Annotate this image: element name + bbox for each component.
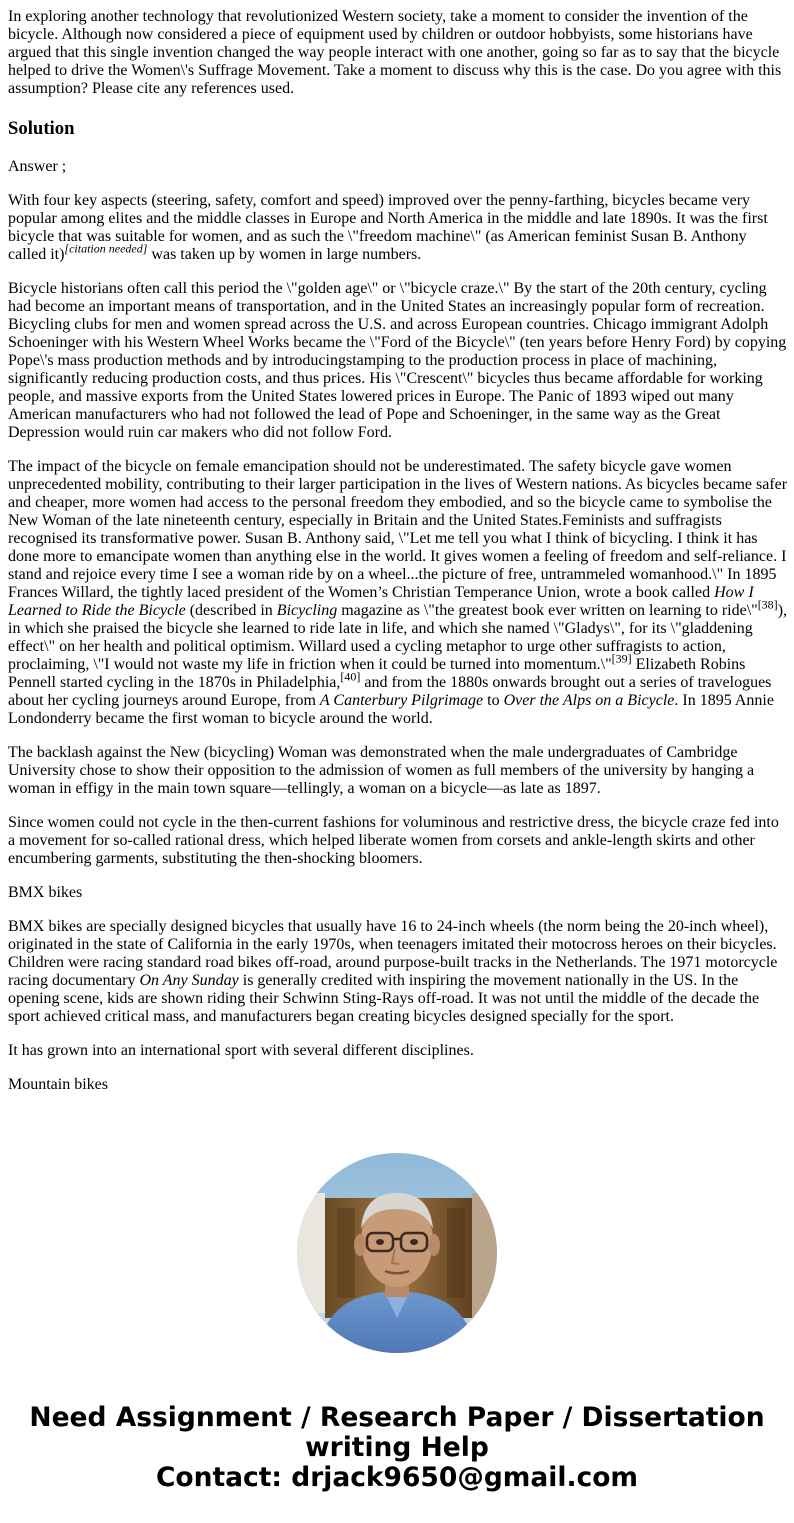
paragraph-6-part: is generally credited with inspiring the movement nationally in the US. In the opening scene, kids are shown riding their Schwinn Sting-Rays off-road. It was not until the middle of the decade the sport achieved critical mass, and manufacturers began creating bicycles designed specially for the sport.: [8, 972, 760, 1025]
paragraph-6-part: BMX bikes are specially designed bicycles that usually have 16 to 24-inch wheels (the norm being the 20-inch wheel), originated in the state of California in the early 1970s, when teenagers imitated their motocross heroes on their bicycles. Children were racing standard road bikes off-road, around purpose-built tracks in the Netherlands. The 1971 motorcycle racing documentary: [8, 918, 778, 989]
cta-line-1: Need Assignment / Research Paper / Dissertation: [29, 1402, 765, 1433]
avatar-portrait: [297, 1153, 497, 1353]
paragraph-2: Bicycle historians often call this period the \"golden age\" or \"bicycle craze.\" By the start of the 20th century, cycling had become an important means of transportation, and in the United States an increasingly popular form of recreation. Bicycling clubs for men and women spread across the U.S. and across European countries. Chicago immigrant Adolph Schoeninger with his Western Wheel Works became the \"Ford of the Bicycle\" (ten years before Henry Ford) by copying Pope\'s mass production methods and by introducingstamping to the production process in place of machining, significantly reducing production costs, and thus prices. His \"Crescent\" bicycles thus became affordable for working people, and massive exports from the United States lowered prices in Europe. The Panic of 1893 wiped out many American manufacturers who had not followed the lead of Pope and Schoeninger, in the same way as the Great Depression would ruin car makers who did not follow Ford.: [8, 280, 787, 441]
cta-line-2: writing Help: [305, 1432, 489, 1463]
paragraph-3-part: The impact of the bicycle on female emancipation should not be underestimated. The safety bicycle gave women unprecedented mobility, contributing to their larger participation in the lives of Western nations. As bicycles became safer and cheaper, more women had access to the personal freedom they embodied, and so the bicycle came to symbolise the New Woman of the late nineteenth century, especially in Britain and the United States.Feminists and suffragists recognised its transformative power. Susan B. Anthony said, \"Let me tell you what I think of bicycling. I think it has done more to emancipate women than anything else in the world. It gives women a feeling of freedom and self-reliance. I stand and rejoice every time I see a woman ride by on a wheel...the picture of free, untrammeled womanhood.\" In 1895 Frances Willard, the tightly laced president of the Women’s Christian Temperance Union, wrote a book called: [8, 458, 788, 601]
citation-needed: [citation needed]: [64, 241, 148, 256]
reference-40: [40]: [340, 669, 361, 684]
book-title: How I Learned to Ride the Bicycle: [8, 584, 754, 619]
paragraph-3-part: Elizabeth Robins Pennell started cycling in the 1870s in Philadelphia,: [8, 656, 746, 691]
answer-label: Answer ;: [8, 158, 67, 175]
bmx-heading: BMX bikes: [8, 884, 83, 901]
paragraph-5: Since women could not cycle in the then-current fashions for voluminous and restrictive dress, the bicycle craze fed into a movement for so-called rational dress, which helped liberate women from corsets and ankle-length skirts and other encumbering garments, substituting the then-shocking bloomers.: [8, 814, 779, 867]
paragraph-3-part: magazine as \"the greatest book ever written on learning to ride\": [337, 602, 758, 619]
avatar: [297, 1153, 497, 1353]
paragraph-1-text: With four key aspects (steering, safety, comfort and speed) improved over the penny-farthing, bicycles became very popular among elites and the middle classes in Europe and North America in the middle and late 1890s. It was the first bicycle that was suitable for women, and as such the \"freedom machine\" (as American feminist Susan B. Anthony called it): [8, 192, 768, 263]
paragraph-6: [8, 918, 788, 1026]
paragraph-3-part: to: [483, 692, 504, 709]
reference-38: [38]: [757, 597, 778, 612]
contact-banner: [0, 1403, 794, 1493]
solution-heading: Solution: [8, 118, 75, 139]
paragraph-1-tail: was taken up by women in large numbers.: [147, 246, 422, 263]
document-body: [8, 8, 788, 1110]
book-title: A Canterbury Pilgrimage: [319, 692, 484, 709]
contact-email[interactable]: Contact: drjack9650@gmail.com: [155, 1462, 639, 1493]
question-text: In exploring another technology that revolutionized Western society, take a moment to consider the invention of the bicycle. Although now considered a piece of equipment used by children or outdoor hobbyists, some historians have argued that this single invention changed the way people interact with one another, going so far as to say that the bicycle helped to drive the Women\'s Suffrage Movement. Take a moment to discuss why this is the case. Do you agree with this assumption? Please cite any references used.: [8, 8, 782, 97]
book-title: Over the Alps on a Bicycle: [503, 692, 675, 709]
paragraph-3: [8, 458, 788, 728]
paragraph-3-part: . In 1895 Annie Londonderry became the first woman to bicycle around the world.: [8, 692, 774, 727]
paragraph-4: The backlash against the New (bicycling) Woman was demonstrated when the male undergraduates of Cambridge University chose to show their opposition to the admission of women as full members of the university by hanging a woman in effigy in the main town square—tellingly, a woman on a bicycle—as late as 1897.: [8, 744, 755, 797]
magazine-title: Bicycling: [276, 602, 338, 619]
reference-39: [39]: [611, 651, 632, 666]
paragraph-1: [8, 192, 788, 264]
paragraph-3-part: (described in: [185, 602, 277, 619]
paragraph-3-part: and from the 1880s onwards brought out a series of travelogues about her cycling journeys around Europe, from: [8, 674, 772, 709]
paragraph-7: It has grown into an international sport with several different disciplines.: [8, 1042, 474, 1059]
film-title: On Any Sunday: [139, 972, 239, 989]
mountain-heading: Mountain bikes: [8, 1076, 108, 1093]
paragraph-3-part: ), in which she praised the bicycle she learned to ride late in life, and which she named \"Gladys\", for its \"gladdening effect\" on her health and political optimism. Willard used a cycling metaphor to urge other suffragists to action, proclaiming, \"I would not waste my life in friction when it could be turned into momentum.\": [8, 602, 788, 673]
